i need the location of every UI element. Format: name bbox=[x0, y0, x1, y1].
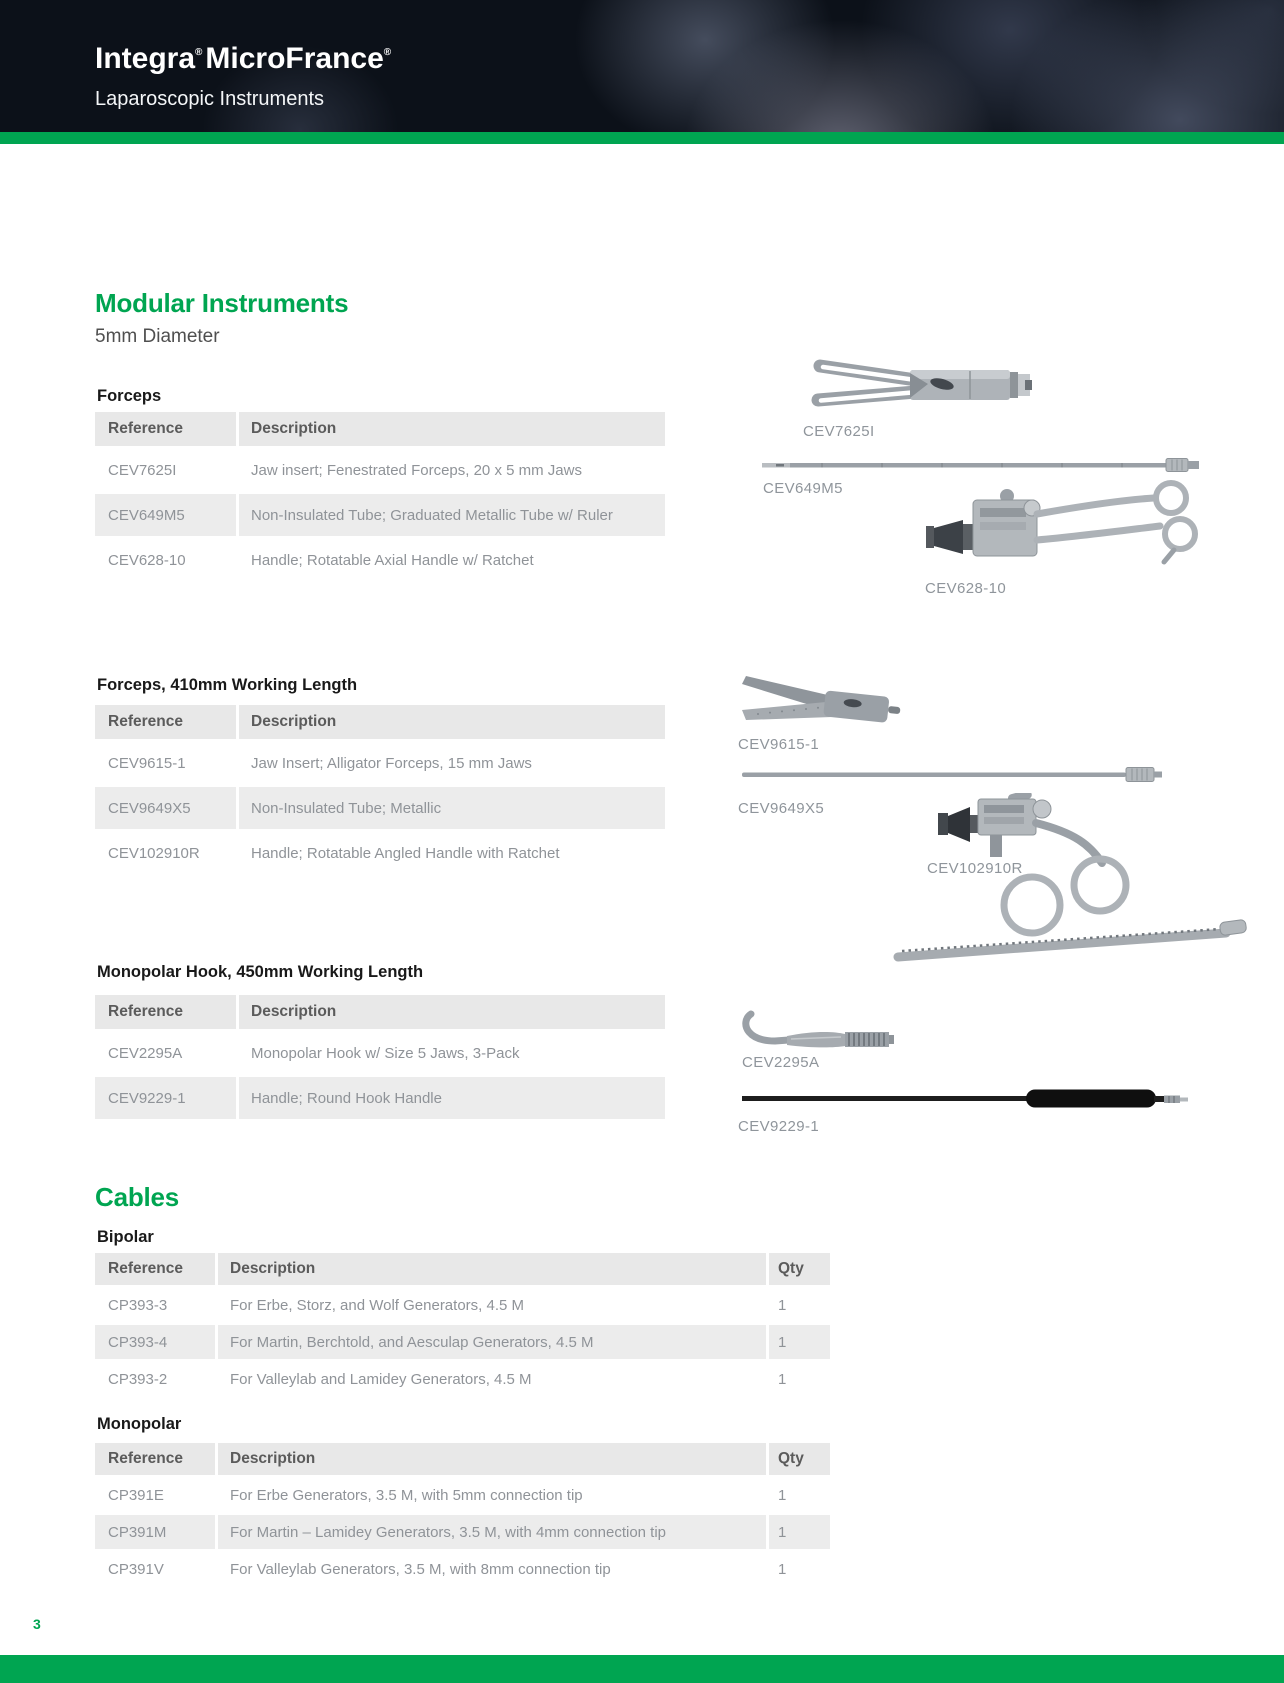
monopolar-hook-image bbox=[741, 1010, 895, 1050]
column-header-qty: Qty bbox=[769, 1443, 830, 1475]
description-cell: Non-Insulated Tube; Graduated Metallic Tube w/ Ruler bbox=[239, 494, 665, 536]
table-row bbox=[95, 1325, 830, 1359]
table-row bbox=[95, 832, 665, 874]
registered-mark-icon: ® bbox=[383, 47, 392, 58]
image-label: CEV102910R bbox=[927, 860, 1023, 877]
reference-cell: CP391V bbox=[108, 1560, 164, 1578]
fenestrated-forceps-jaw-insert-image bbox=[808, 358, 1036, 414]
bipolar-cables-table bbox=[95, 1253, 830, 1396]
page-subtitle: Laparoscopic Instruments bbox=[95, 88, 325, 110]
table-row bbox=[95, 539, 665, 581]
description-cell: Jaw Insert; Alligator Forceps, 15 mm Jaws bbox=[251, 754, 532, 772]
brand-integra: Integra bbox=[95, 42, 196, 75]
alligator-jaw-insert-image bbox=[740, 670, 902, 726]
table-row bbox=[95, 1515, 830, 1549]
description-cell: Handle; Round Hook Handle bbox=[239, 1077, 665, 1119]
graduated-metallic-tube-image bbox=[762, 455, 1200, 475]
column-header-reference: Reference bbox=[95, 995, 236, 1029]
monopolar-cables-table bbox=[95, 1443, 830, 1586]
reference-cell: CEV2295A bbox=[108, 1044, 183, 1062]
column-header-reference: Reference bbox=[95, 1443, 215, 1475]
image-label: CEV628-10 bbox=[925, 580, 1007, 597]
column-header-reference: Reference bbox=[95, 1253, 215, 1285]
column-header-reference: Reference bbox=[95, 412, 236, 446]
description-cell: For Martin – Lamidey Generators, 3.5 M, with 4mm connection tip bbox=[218, 1515, 766, 1549]
description-cell: For Erbe Generators, 3.5 M, with 5mm connection tip bbox=[230, 1486, 583, 1504]
section-title-cables: Cables bbox=[95, 1182, 180, 1212]
column-header-description: Description bbox=[218, 1253, 766, 1285]
reference-cell: CEV7625I bbox=[108, 461, 177, 479]
column-header-reference: Reference bbox=[95, 705, 236, 739]
description-cell: Non-Insulated Tube; Metallic bbox=[239, 787, 665, 829]
table-row bbox=[95, 787, 665, 829]
column-header-description: Description bbox=[218, 1443, 766, 1475]
column-header-qty: Qty bbox=[769, 1253, 830, 1285]
qty-cell: 1 bbox=[778, 1486, 787, 1504]
description-cell: For Erbe, Storz, and Wolf Generators, 4.5 M bbox=[230, 1296, 525, 1314]
rotatable-axial-handle-image bbox=[912, 478, 1204, 578]
table-row bbox=[95, 1032, 665, 1074]
column-header-description: Description bbox=[239, 995, 665, 1029]
brand-title bbox=[95, 42, 391, 76]
description-cell: For Valleylab Generators, 3.5 M, with 8mm connection tip bbox=[230, 1560, 611, 1578]
table-row bbox=[95, 1288, 830, 1322]
qty-cell: 1 bbox=[778, 1560, 787, 1578]
image-label: CEV649M5 bbox=[763, 480, 843, 497]
description-cell: Handle; Rotatable Axial Handle w/ Ratchet bbox=[251, 551, 534, 569]
image-label: CEV9615-1 bbox=[738, 736, 820, 753]
round-hook-handle-image bbox=[740, 1086, 1188, 1114]
section-subtitle-5mm-diameter: 5mm Diameter bbox=[95, 326, 220, 347]
table-row bbox=[95, 1478, 830, 1512]
image-label: CEV2295A bbox=[742, 1054, 820, 1071]
group-heading-forceps-410: Forceps, 410mm Working Length bbox=[97, 676, 358, 694]
table-row bbox=[95, 742, 665, 784]
table-header-row bbox=[95, 1443, 830, 1475]
description-cell: Handle; Rotatable Angled Handle with Ratchet bbox=[251, 844, 560, 862]
qty-cell: 1 bbox=[778, 1370, 787, 1388]
table-row bbox=[95, 1362, 830, 1396]
table-row bbox=[95, 449, 665, 491]
column-header-description: Description bbox=[239, 412, 665, 446]
description-cell: Jaw insert; Fenestrated Forceps, 20 x 5 mm Jaws bbox=[251, 461, 582, 479]
group-heading-monopolar: Monopolar bbox=[97, 1415, 182, 1433]
table-header-row bbox=[95, 995, 665, 1029]
reference-cell: CEV102910R bbox=[108, 844, 200, 862]
forceps-410-table bbox=[95, 705, 665, 874]
description-cell: For Valleylab and Lamidey Generators, 4.5 M bbox=[230, 1370, 532, 1388]
table-row bbox=[95, 1077, 665, 1119]
description-cell: For Martin, Berchtold, and Aesculap Generators, 4.5 M bbox=[218, 1325, 766, 1359]
group-heading-monopolar-hook: Monopolar Hook, 450mm Working Length bbox=[97, 963, 424, 981]
registered-mark-icon: ® bbox=[195, 47, 203, 58]
group-heading-forceps: Forceps bbox=[97, 387, 162, 405]
table-row bbox=[95, 1552, 830, 1586]
reference-cell: CP391M bbox=[95, 1515, 215, 1549]
reference-cell: CEV9649X5 bbox=[95, 787, 236, 829]
image-label: CEV9649X5 bbox=[738, 800, 825, 817]
forceps-table bbox=[95, 412, 665, 581]
rotatable-angled-handle-image bbox=[890, 793, 1250, 968]
table-header-row bbox=[95, 412, 665, 446]
reference-cell: CP391E bbox=[108, 1486, 164, 1504]
reference-cell: CEV649M5 bbox=[95, 494, 236, 536]
page-number: 3 bbox=[33, 1616, 41, 1632]
qty-cell: 1 bbox=[778, 1296, 787, 1314]
brand-microfrance: MicroFrance bbox=[205, 42, 384, 75]
table-header-row bbox=[95, 1253, 830, 1285]
image-label: CEV7625I bbox=[803, 423, 875, 440]
column-header-description: Description bbox=[239, 705, 665, 739]
header-banner bbox=[0, 0, 1284, 132]
table-row bbox=[95, 494, 665, 536]
group-heading-bipolar: Bipolar bbox=[97, 1228, 154, 1246]
image-label: CEV9229-1 bbox=[738, 1118, 820, 1135]
reference-cell: CEV9615-1 bbox=[108, 754, 186, 772]
description-cell: Monopolar Hook w/ Size 5 Jaws, 3-Pack bbox=[251, 1044, 520, 1062]
qty-cell: 1 bbox=[769, 1515, 830, 1549]
reference-cell: CP393-4 bbox=[95, 1325, 215, 1359]
reference-cell: CP393-2 bbox=[108, 1370, 168, 1388]
reference-cell: CEV9229-1 bbox=[95, 1077, 236, 1119]
qty-cell: 1 bbox=[769, 1325, 830, 1359]
reference-cell: CP393-3 bbox=[108, 1296, 168, 1314]
section-title-modular-instruments: Modular Instruments bbox=[95, 288, 349, 318]
metallic-tube-image bbox=[740, 765, 1164, 785]
reference-cell: CEV628-10 bbox=[108, 551, 186, 569]
footer-green-bar bbox=[0, 1655, 1284, 1683]
monopolar-hook-table bbox=[95, 995, 665, 1119]
table-header-row bbox=[95, 705, 665, 739]
header-green-rule bbox=[0, 132, 1284, 144]
